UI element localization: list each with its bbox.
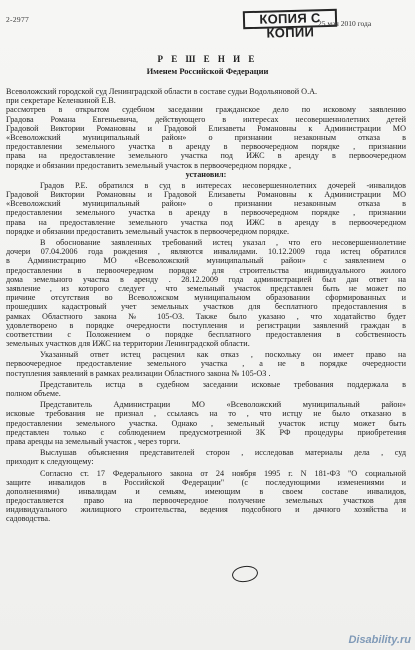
text-line: предоставлении земельного участка. Однако , земельный участок истцу может быть — [6, 418, 406, 428]
site-watermark: Disability.ru — [348, 634, 411, 646]
text-line: прошедших кадастровый учет земельных участков для бесплатного предоставления в — [6, 302, 406, 312]
case-number: 2-2977 — [6, 15, 30, 24]
text-line: «Всеволожский муниципальный район» о признании незаконным отказа в — [6, 132, 406, 142]
handwritten-circle-mark — [231, 564, 259, 583]
text-line: причине отсутствия во Всеволожском муниципальном образовании сформированных и — [6, 293, 406, 303]
text-line: защите инвалидов в Российской Федерации" (с последующими изменениями и — [6, 477, 406, 487]
text-line: Согласно ст. 17 Федерального закона от 24 ноября 1995 г. N 181-ФЗ "О социальной — [40, 468, 406, 478]
text-line: представлен только с соблюдением предусмотренной ЗК РФ процедуры приобретения — [6, 427, 406, 437]
text-line: рассмотрев в открытом судебном заседании гражданское дело по исковому заявлению — [6, 105, 406, 115]
document-body — [6, 85, 406, 524]
text-line: Всеволожский городской суд Ленинградской области в составе судьи Водольяновой О.А. — [6, 87, 318, 96]
text-line: удовлетворено в порядке очередности поступления и регистрации заявлений граждан в — [6, 320, 406, 330]
document-title: Р Е Ш Е Н И Е — [157, 54, 258, 64]
text-line: в Администрацию МО «Всеволожский муниципальный район» с заявлением о — [6, 256, 406, 266]
text-line: исковые требования не признал , ссылаясь на то , что истцу не было отказано в — [6, 409, 406, 419]
text-line: дочери 07.04.2006 года рождения , являются инвалидами. 10.12.2009 года истец обратился — [6, 247, 406, 257]
text-line: права на предоставление земельного участка под ИЖС в аренду в первоочередном — [6, 217, 406, 227]
text-line: Указанный ответ истец расценил как отказ , поскольку он имеет право на — [40, 350, 406, 360]
text-line: Градовой Виктории Романовны и Градовой Елизаветы Романовны к Администрации МО — [6, 123, 406, 133]
text-line: права аренды на земельный участок , через торги. — [6, 436, 181, 446]
copy-stamp: КОПИЯ С КОПИИ — [243, 9, 337, 29]
text-line: земельных участков для ИЖС на территории Ленинградской области. — [6, 339, 250, 349]
text-line: дома земельного участка в аренду . 28.12.2009 года администрацией был дан ответ на — [6, 274, 406, 284]
text-line: поступления заявлений в рамках реализации Областного закона № 105-ОЗ . — [6, 368, 271, 378]
text-line: садоводства. — [6, 514, 51, 524]
text-line: права на предоставление земельного участка под ИЖС в аренду в первоочередном — [6, 151, 406, 161]
text-line: Градов Р.Е. обратился в суд в интересах несовершеннолетних дочерей -инвалидов — [40, 180, 406, 190]
text-line: порядке и обязании предоставить земельный участок в первоочередном порядке. — [6, 226, 290, 236]
text-line: Представитель Администрации МО «Всеволожский муниципальный район» — [40, 400, 406, 410]
text-line: Выслушав объяснения представителей сторон , исследовав материалы дела , суд — [40, 448, 406, 458]
text-line: приходит к следующему: — [6, 457, 94, 467]
text-line: полном объеме. — [6, 389, 61, 398]
document-subtitle: Именем Российской Федерации — [146, 66, 269, 76]
text-line: предоставлении земельного участка в аренду в первоочередном порядке , признании — [6, 208, 406, 218]
text-line: предоставлении земельного участка в аренду в первоочередном порядке , признании — [6, 142, 406, 152]
text-line: Градовой Виктории Романовны и Градовой Елизаветы Романовны к Администрации МО — [6, 190, 406, 200]
text-line: дополнениями) инвалидам и семьям, имеющим в своем составе инвалидов, — [6, 486, 406, 496]
text-line: В обоснование заявленных требований истец указал , что его несовершеннолетние — [40, 238, 406, 247]
text-line: установил: — [185, 169, 227, 179]
text-line: порядке и обязании предоставить земельный участок в первоочередном порядке , — [6, 160, 292, 170]
text-line: Представитель истца в судебном заседании исковые требования поддержала в — [40, 379, 406, 389]
text-line: предоставляется право на первоочередное получение земельных участков для — [6, 496, 406, 506]
text-line: Градова Романа Евгеньевича, действующего в интересах несовершеннолетних детей — [6, 114, 406, 124]
text-line: первоочередное предоставление земельного участка , а не в порядке очередности — [6, 359, 406, 369]
text-line: соответствии с Положением о порядке бесплатного предоставления в собственность — [6, 329, 406, 339]
text-line: индивидуального жилищного строительства, ведения подсобного и дачного хозяйства и — [6, 505, 406, 515]
text-line: «Всеволожский муниципальный район» о признании незаконным отказа в — [6, 199, 406, 209]
text-line: заявление , из которого следует , что земельный участок представлен быть не может по — [6, 283, 406, 293]
text-line: при секретаре Келенкиной Е.В. — [6, 96, 116, 106]
decision-date: 25 мая 2010 года — [318, 19, 372, 28]
text-line: предоставлении в первоочередном порядке для строительства индивидуального жилого — [6, 265, 406, 275]
text-line: рамках Областного закона № 105-ОЗ. Также было указано , что ходатайство будет — [6, 311, 406, 321]
